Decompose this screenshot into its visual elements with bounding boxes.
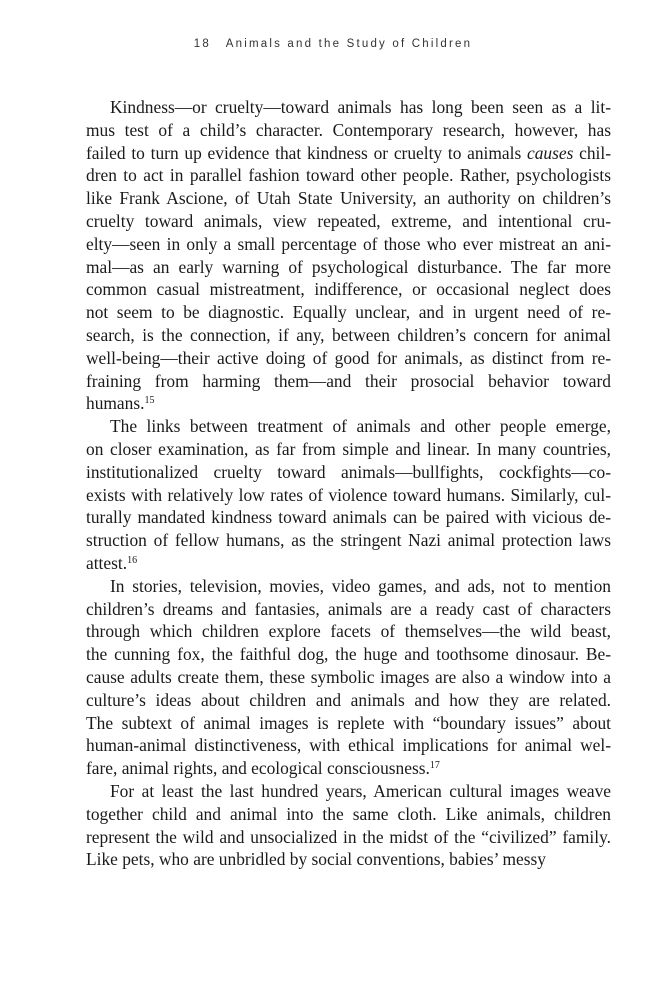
text-line: institutionalized cruelty toward animals—bullfights, cockfights—co-: [86, 461, 611, 482]
text-line: search, is the connection, if any, between children’s concern for animal: [86, 324, 611, 345]
text-line: The links between treatment of animals and other people emerge,: [110, 416, 611, 437]
footnote-marker: 17: [429, 760, 440, 772]
text-line: elty—seen in only a small percentage of those who ever mistreat an ani-: [86, 233, 611, 254]
text-line: human-animal distinctiveness, with ethical implications for animal wel-: [86, 735, 611, 756]
emphasis: causes: [527, 142, 574, 163]
text-line: failed to turn up evidence that kindness or cruelty to animals causes chil-: [86, 142, 612, 163]
text-line: on closer examination, as far from simple and linear. In many countries,: [86, 438, 611, 459]
text-line: Kindness—or cruelty—toward animals has long been seen as a lit-: [110, 97, 611, 117]
running-head: [0, 38, 666, 50]
running-title: Animals and the Study of Children: [225, 38, 473, 50]
paragraph: [86, 780, 611, 871]
text-line: represent the wild and unsocialized in the midst of the “civilized” family.: [86, 826, 611, 847]
text-line: For at least the last hundred years, American cultural images weave: [110, 780, 611, 801]
paragraph: [86, 415, 611, 575]
text-line: cause adults create them, these symbolic images are also a window into a: [86, 666, 611, 687]
text-line: humans.$^{15}$: [86, 393, 155, 414]
text-line: common casual mistreatment, indifference, or occasional neglect does: [86, 279, 611, 300]
paragraph: [86, 96, 611, 415]
text-line: In stories, television, movies, video games, and ads, not to mention: [110, 575, 611, 596]
text-line: culture’s ideas about children and animals and how they are related.: [86, 689, 611, 710]
text-line: struction of fellow humans, as the stringent Nazi animal protection laws: [86, 530, 611, 551]
text-line: dren to act in parallel fashion toward other people. Rather, psychologists: [86, 165, 611, 186]
page-number: 18: [193, 38, 211, 50]
text-line: turally mandated kindness toward animals can be paired with vicious de-: [86, 507, 611, 528]
text-line: mal—as an early warning of psychological disturbance. The far more: [86, 256, 611, 277]
text-line: fare, animal rights, and ecological consciousness.$^{17}$: [86, 758, 440, 779]
text-line: cruelty toward animals, view repeated, extreme, and intentional cru-: [86, 210, 611, 231]
text-line: Like pets, who are unbridled by social conventions, babies’ messy: [86, 849, 546, 870]
text-line: attest.$^{16}$: [86, 552, 138, 573]
text-line: the cunning fox, the faithful dog, the huge and toothsome dinosaur. Be-: [86, 644, 611, 665]
text-line: like Frank Ascione, of Utah State University, an authority on children’s: [86, 188, 611, 209]
text-line: well-being—their active doing of good for animals, as distinct from re-: [86, 347, 611, 368]
text-line: not seem to be diagnostic. Equally unclear, and in urgent need of re-: [86, 302, 611, 323]
footnote-marker: 16: [127, 554, 138, 566]
text-line: through which children explore facets of themselves—the wild beast,: [86, 621, 611, 642]
text-line: fraining from harming them—and their prosocial behavior toward: [86, 370, 611, 391]
text-line: children’s dreams and fantasies, animals are a ready cast of characters: [86, 598, 611, 619]
body-text: [86, 96, 611, 871]
paragraph: [86, 575, 611, 780]
text-line: together child and animal into the same cloth. Like animals, children: [86, 803, 611, 824]
text-line: mus test of a child’s character. Contemporary research, however, has: [86, 119, 611, 140]
text-line: The subtext of animal images is replete with “boundary issues” about: [86, 712, 611, 733]
text-line: exists with relatively low rates of violence toward humans. Similarly, cul-: [86, 484, 611, 505]
footnote-marker: 15: [144, 395, 155, 407]
